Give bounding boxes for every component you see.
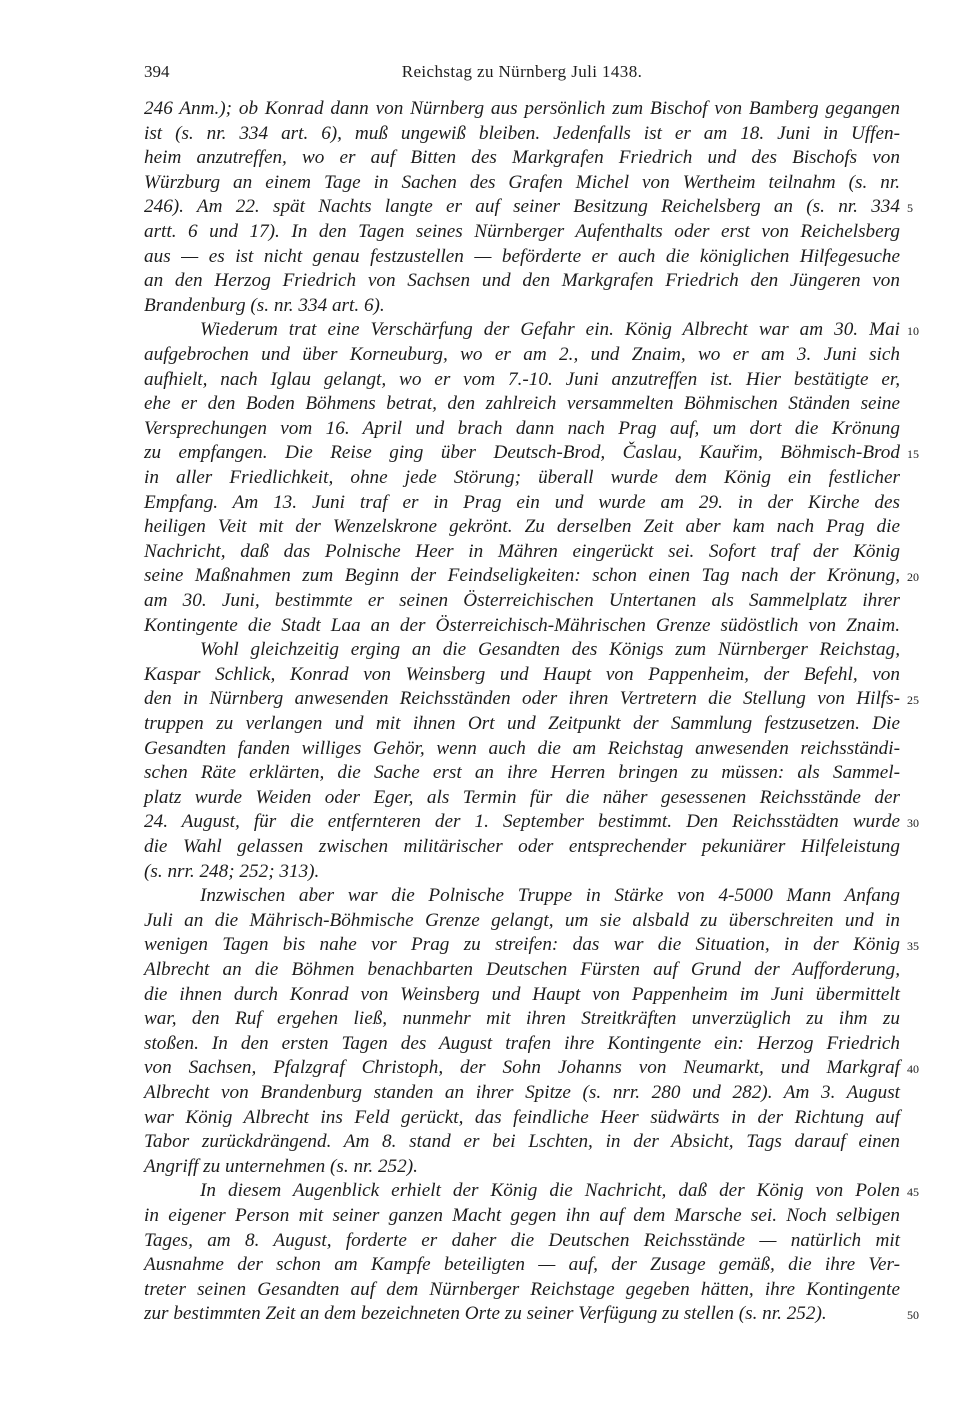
text-line: ist (s. nr. 334 art. 6), muß ungewiß bleiben. Jedenfalls ist er am 18. Juni in Uffen- [144,122,900,144]
margin-line-number: 35 [907,939,919,954]
text-line: stoßen. In den ersten Tagen des August trafen ihre Kontingente ein: Herzog Friedrich [144,1032,900,1054]
text-line: Empfang. Am 13. Juni traf er in Prag ein und wurde am 29. in der Kirche des [144,491,900,513]
margin-line-number: 50 [907,1308,919,1323]
text-line: Kontingente die Stadt Laa an der Österreichisch-Mährischen Grenze südöstlich von Znaim. [144,614,900,636]
text-line: Wohl gleichzeitig erging an die Gesandten des Königs zum Nürnberger Reichstag, [200,639,900,661]
text-line: in aller Friedlichkeit, ohne jede Störung; überall wurde dem König ein festlicher [144,467,900,488]
text-line: Kaspar Schlick, Konrad von Weinsberg und Haupt von Pappenheim, der Befehl, von [144,663,900,685]
running-title: Reichstag zu Nürnberg Juli 1438. [401,62,643,81]
text-line: Tabor zurückdrängend. Am 8. stand er bei Lschten, in der Absicht, Tags darauf einen [144,1131,900,1153]
text-line: heim anzutreffen, wo er auf Bitten des Markgrafen Friedrich und des Bischofs von [144,147,900,169]
text-line: Juli an die Mährisch-Böhmische Grenze gelangt, um sie alsbald zu überschreiten und in [144,909,900,931]
margin-line-number: 10 [907,324,919,339]
text-line: Albrecht an die Böhmen benachbarten Deutschen Fürsten auf Grund der Aufforderung, [144,959,900,980]
text-line: war König Albrecht ins Feld gerückt, das feindliche Heer südwärts in der Richtung auf [144,1106,900,1128]
text-line: Würzburg an einem Tage in Sachen des Grafen Michel von Wertheim teilnahm (s. nr. [144,171,900,193]
text-line: wenigen Tagen bis nahe vor Prag zu streifen: das war die Situation, in der König [144,934,900,956]
page-number: 394 [144,62,170,81]
margin-line-number: 30 [907,816,919,831]
text-line: ehe er den Boden Böhmens betrat, den zahlreich versammelten Böhmischen Ständen seine [144,393,900,415]
text-line: die ihnen durch Konrad von Weinsberg und Haupt von Pappenheim im Juni übermittelt [144,983,900,1005]
margin-line-number: 40 [907,1062,919,1077]
text-line: heiligen Veit mit der Wenzelskrone gekrönt. Zu derselben Zeit aber kam nach Prag die [144,516,900,538]
text-line: truppen zu verlangen und mit ihnen Ort und Zeitpunkt der Sammlung festzusetzen. Die [144,713,900,734]
text-line: Tages, am 8. August, forderte er daher die Deutschen Reichsstände — natürlich mit [144,1229,900,1251]
text-line: Gesandten fanden williges Gehör, wenn auch die am Reichstag anwesenden reichsständi- [144,737,900,759]
text-line: Inzwischen aber war die Polnische Truppe in Stärke von 4-5000 Mann Anfang [200,885,900,907]
text-line: platz wurde Weiden oder Eger, als Termin für die näher gesessenen Reichsstände der [144,786,900,808]
text-line: zur bestimmten Zeit an dem bezeichneten Orte zu seiner Verfügung zu stellen (s. nr. 252). [144,1303,827,1325]
text-line: Versprechungen vom 16. April und brach dann nach Prag auf, um dort die Krönung [144,417,900,439]
text-line: zu empfangen. Die Reise ging über Deutsch-Brod, Časlau, Kauřim, Böhmisch-Brod [144,442,900,464]
text-line: aufgebrochen und über Korneuburg, wo er am 2., und Znaim, wo er am 3. Juni sich [144,344,900,365]
margin-line-number: 20 [907,570,919,585]
text-line: (s. nrr. 248; 252; 313). [144,860,320,882]
text-line: Albrecht von Brandenburg standen an ihrer Spitze (s. nrr. 280 und 282). Am 3. August [144,1082,900,1103]
text-line: 246 Anm.); ob Konrad dann von Nürnberg aus persönlich zum Bischof von Bamberg gegangen [144,98,900,119]
text-line: am 30. Juni, bestimmte er seinen Österreichischen Untertanen als Sammelplatz ihrer [144,590,900,611]
text-line: In diesem Augenblick erhielt der König die Nachricht, daß der König von Polen [200,1180,900,1202]
text-line: Ausnahme der schon am Kampfe beteiligten — auf, der Zusage gemäß, die ihre Ver- [144,1254,900,1276]
margin-line-number: 15 [907,447,919,462]
margin-line-number: 25 [907,693,919,708]
text-line: von Sachsen, Pfalzgraf Christoph, der Sohn Johanns von Neumarkt, und Markgraf [144,1057,900,1079]
text-line: 24. August, für die entfernteren der 1. September bestimmt. Den Reichsstädten wurde [144,811,900,833]
text-line: treter seinen Gesandten auf dem Nürnberger Reichstage gegeben hätten, ihre Kontingente [144,1278,900,1300]
text-line: war, den Ruf ergehen ließ, nunmehr mit ihren Streitkräften unverzüglich zu ihm zu [144,1008,900,1030]
page-header [144,62,900,86]
text-line: die Wahl gelassen zwischen militärischer oder entsprechender pekuniärer Hilfeleistung [144,836,900,857]
text-line: Brandenburg (s. nr. 334 art. 6). [144,294,385,316]
text-line: 246). Am 22. spät Nachts langte er auf seiner Besitzung Reichelsberg an (s. nr. 334 [144,196,900,218]
text-line: Angriff zu unternehmen (s. nr. 252). [144,1155,418,1177]
margin-line-number: 5 [907,201,913,216]
text-line: aufhielt, nach Iglau gelangt, wo er vom 7.-10. Juni anzutreffen ist. Hier bestätigte er, [144,368,900,390]
text-line: artt. 6 und 17). In den Tagen seines Nürnberger Aufenthalts oder erst von Reichelsberg [144,221,900,242]
margin-line-number: 45 [907,1185,919,1200]
text-line: in eigener Person mit seiner ganzen Macht gegen ihn auf dem Marsche sei. Noch selbigen [144,1205,900,1226]
text-line: Nachricht, daß das Polnische Heer in Mähren eingerückt sei. Sofort traf der König [144,540,900,562]
text-line: den in Nürnberg anwesenden Reichsständen oder ihren Vertretern die Stellung von Hilfs- [144,688,900,710]
text-line: aus — es ist nicht genau festzustellen — beförderte er auch die königlichen Hilfegesuche [144,245,900,267]
text-line: an den Herzog Friedrich von Sachsen und den Markgrafen Friedrich den Jüngeren von [144,270,900,292]
text-line: seine Maßnahmen zum Beginn der Feindseligkeiten: schon einen Tag nach der Krönung, [144,565,900,587]
text-line: schen Räte erklärten, die Sache erst an ihre Herren bringen zu müssen: als Sammel- [144,762,900,784]
text-line: Wiederum trat eine Verschärfung der Gefahr ein. König Albrecht war am 30. Mai [200,319,900,341]
